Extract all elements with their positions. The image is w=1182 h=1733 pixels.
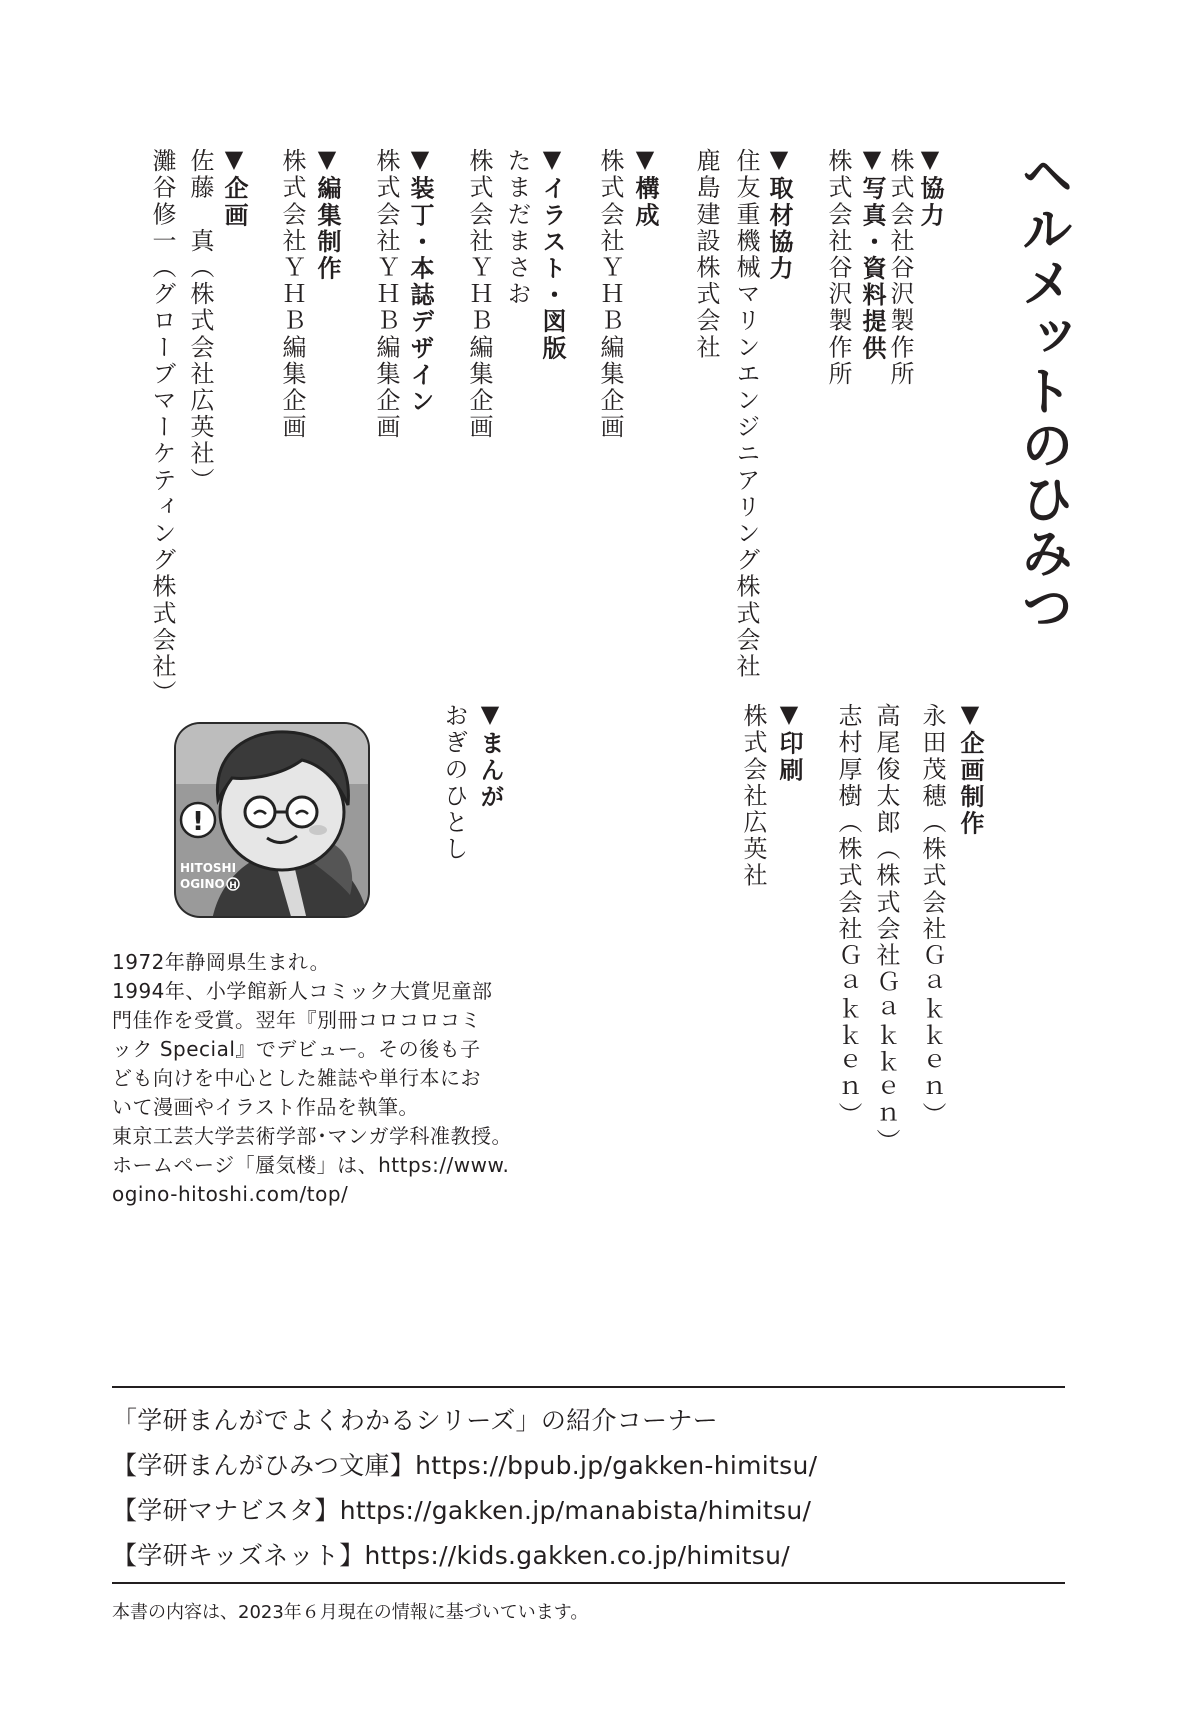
bio-line: 1994年、小学館新人コミック大賞児童部 [112,979,493,1003]
credit-label-kousei: ▼構成 [631,145,659,229]
series-links [112,1398,1065,1578]
avatar-name-line1: HITOSHI [180,861,237,875]
series-intro: 「学研まんがでよくわかるシリーズ」の紹介コーナー [112,1406,718,1435]
credit-name-illust-1: たまだまさお [503,148,531,308]
bio-line: いて漫画やイラスト作品を執筆。 [112,1095,419,1119]
link-row [112,1533,1065,1578]
credit-name-manga: おぎのひとし [440,703,468,863]
bio-line: ども向けを中心とした雑誌や単行本にお [112,1066,481,1090]
credit-label-manga: ▼まんが [476,700,504,811]
credit-name-kyoryoku: 株式会社谷沢製作所 [886,148,914,388]
credit-label-kyoryoku: ▼協力 [916,145,944,229]
credit-name-shashin: 株式会社谷沢製作所 [824,148,852,388]
credit-name-kikaku-1: 佐藤 真（株式会社広英社） [186,148,214,494]
credit-label-henshu: ▼編集制作 [313,145,341,282]
credit-label-insatsu: ▼印刷 [775,700,803,784]
link-url[interactable]: https://kids.gakken.co.jp/himitsu/ [364,1541,790,1570]
bio-line: ック Special』でデビュー。その後も子 [112,1037,481,1061]
link-label: 【学研キッズネット】 [112,1541,365,1570]
link-row [112,1443,1065,1488]
credit-label-kikaku-seisaku: ▼企画制作 [956,700,984,837]
bio-line: 1972年静岡県生まれ。 [112,950,331,974]
link-url[interactable]: https://bpub.jp/gakken-himitsu/ [415,1451,818,1480]
credit-label-illust: ▼イラスト・図版 [538,145,566,362]
credit-name-shuzai-2: 鹿島建設株式会社 [692,148,720,361]
link-row [112,1488,1065,1533]
bio-line: 東京工芸大学芸術学部･マンガ学科准教授。 [112,1124,512,1148]
avatar-badge-letter: H [229,881,237,891]
credit-name-soutei: 株式会社ＹＨＢ編集企画 [372,148,400,441]
author-avatar [172,720,372,920]
credit-label-soutei: ▼装丁・本誌デザイン [406,145,434,415]
link-label: 【学研マナビスタ】 [112,1496,340,1525]
credit-label-shuzai: ▼取材協力 [765,145,793,282]
credit-label-kikaku: ▼企画 [220,145,248,229]
page-title: ヘルメットのひみつ [1012,148,1072,634]
credit-name-kikaku-seisaku-1: 永田茂穂（株式会社Ｇａｋｋｅｎ） [918,703,946,1129]
credit-name-kousei: 株式会社ＹＨＢ編集企画 [596,148,624,441]
bio-line: ogino-hitoshi.com/top/ [112,1182,349,1206]
exclamation-icon: ! [192,807,204,837]
credit-name-insatsu: 株式会社広英社 [739,703,767,890]
credit-name-kikaku-seisaku-2: 高尾俊太郎（株式会社Ｇａｋｋｅｎ） [872,703,900,1156]
credit-label-shashin: ▼写真・資料提供 [858,145,886,362]
divider-top [112,1386,1065,1388]
credit-name-henshu: 株式会社ＹＨＢ編集企画 [278,148,306,441]
link-label: 【学研まんがひみつ文庫】 [112,1451,416,1480]
divider-bottom [112,1582,1065,1584]
avatar-name-line2: OGINO [180,877,225,891]
credit-name-illust-2: 株式会社ＹＨＢ編集企画 [465,148,493,441]
link-url[interactable]: https://gakken.jp/manabista/himitsu/ [339,1496,812,1525]
credit-name-kikaku-seisaku-3: 志村厚樹（株式会社Ｇａｋｋｅｎ） [834,703,862,1129]
bio-line: ホームページ「蜃気楼」は、https://www. [112,1153,510,1177]
credit-name-kikaku-2: 灘谷修一（グローブマーケティング株式会社） [148,148,176,707]
author-bio [112,948,532,1209]
credit-name-shuzai-1: 住友重機械マリンエンジニアリング株式会社 [732,148,760,680]
bio-line: 門佳作を受賞。翌年『別冊コロコロコミ [112,1008,481,1032]
content-date-note: 本書の内容は、2023年６月現在の情報に基づいています。 [112,1602,589,1623]
